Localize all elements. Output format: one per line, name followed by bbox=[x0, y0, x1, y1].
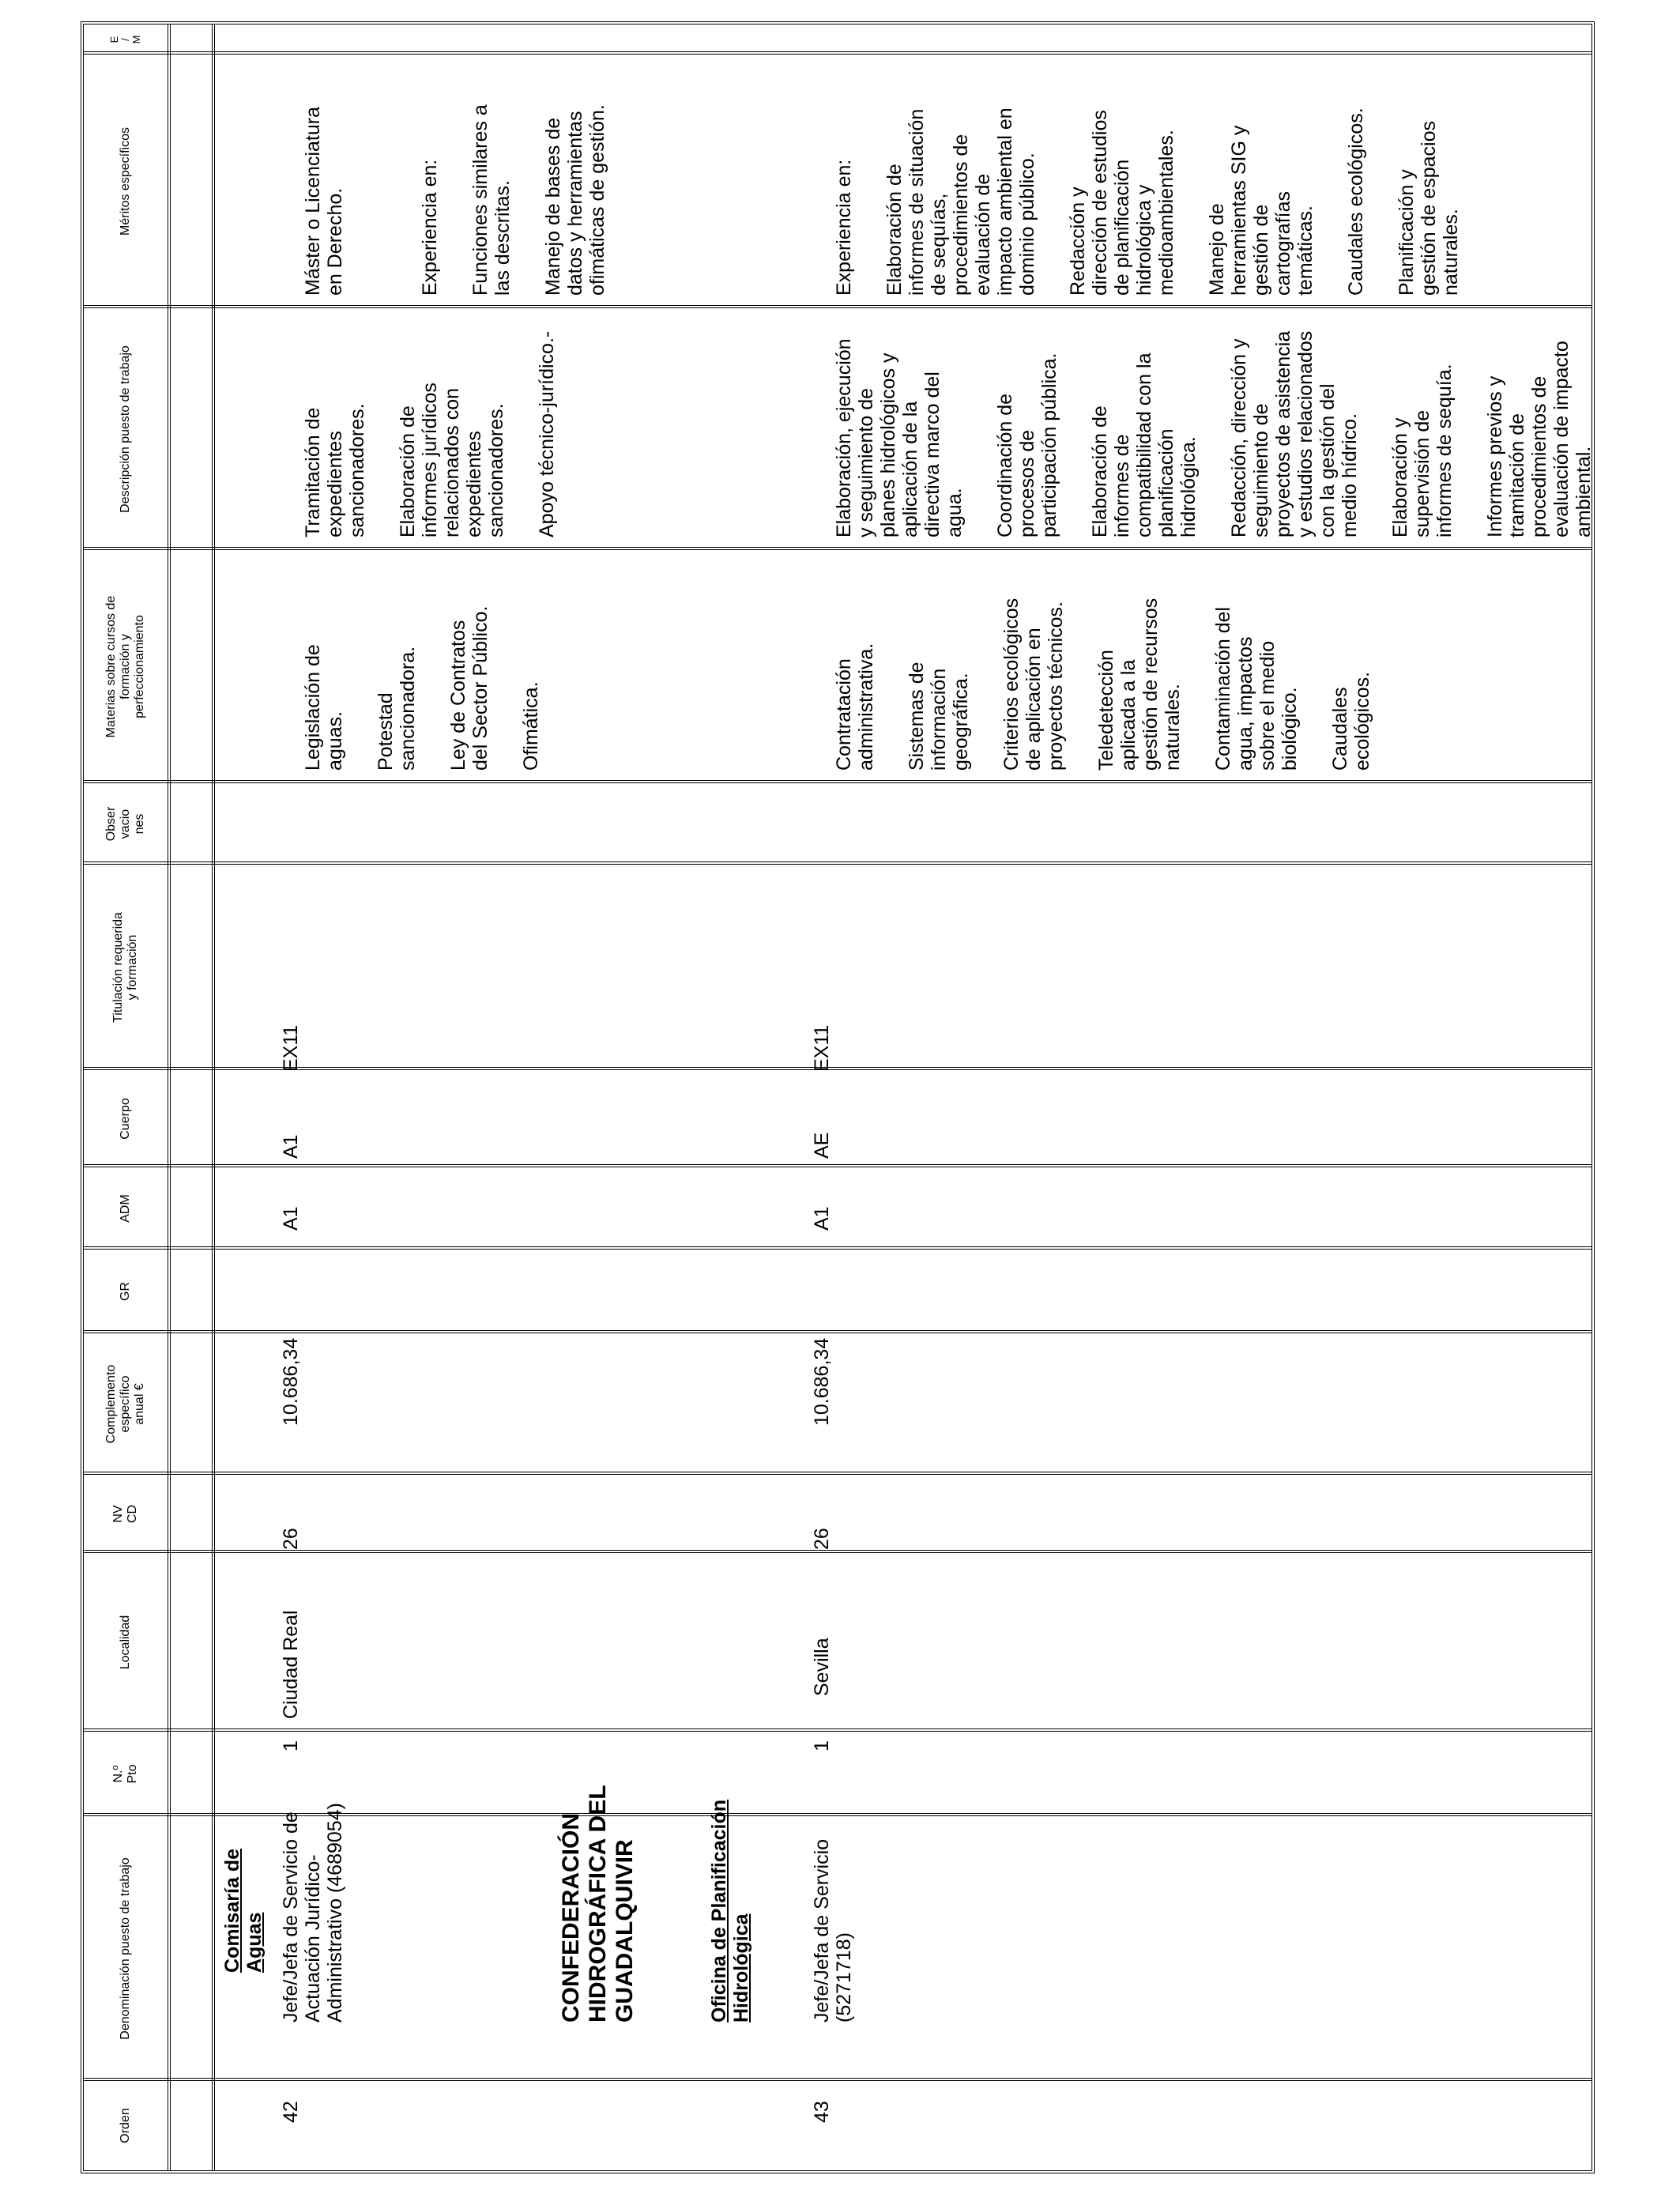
list-item: Potestad sancionadora. bbox=[375, 646, 419, 771]
row-43-complemento: 10.686,34 bbox=[811, 1337, 833, 1426]
header-n-pto: N.º Pto bbox=[111, 1764, 139, 1784]
col-sep bbox=[84, 1330, 1591, 1333]
row-42-descripcion bbox=[280, 300, 586, 537]
row-42-localidad: Ciudad Real bbox=[280, 1610, 302, 1719]
col-sep bbox=[84, 2078, 1591, 2081]
row-43-orden: 43 bbox=[811, 2101, 833, 2123]
list-item bbox=[375, 43, 390, 296]
list-item: Tramitación de expedientes sancionadores. bbox=[302, 403, 368, 537]
row-42-nv-cd: 26 bbox=[280, 1528, 302, 1550]
row-43-localidad: Sevilla bbox=[811, 1638, 833, 1696]
list-item: Informes previos y tramitación de procedimientos de evaluación de impacto ambiental. bbox=[1484, 341, 1595, 537]
col-sep bbox=[84, 861, 1591, 865]
list-item: Redacción y dirección de estudios de planificación hidrológica y medioambientales. bbox=[1067, 110, 1177, 296]
row-42-materias bbox=[280, 541, 571, 771]
header-gr: GR bbox=[119, 1282, 132, 1301]
row-43-gr: A1 bbox=[811, 1206, 833, 1231]
list-item: Coordinación de procesos de participación pública. bbox=[994, 352, 1060, 537]
list-item: Elaboración de informes de situación de sequías, procedimientos de evaluación de impacto ambiental en dominio público. bbox=[883, 107, 1038, 296]
col-sep bbox=[84, 1472, 1591, 1475]
list-item: Apoyo técnico-jurídico.- bbox=[536, 330, 558, 537]
row-42-orden: 42 bbox=[280, 2101, 302, 2123]
list-item: Teledetección aplicada a la gestión de recursos naturales. bbox=[1095, 598, 1184, 771]
header-observaciones: Obser vacio nes bbox=[104, 806, 146, 842]
table-frame bbox=[81, 21, 1595, 2173]
header-nv-cd: NV CD bbox=[111, 1504, 139, 1524]
row-42-meritos bbox=[280, 43, 637, 296]
col-sep bbox=[84, 1728, 1591, 1732]
row-43-cuerpo: EX11 bbox=[811, 1024, 833, 1072]
list-item: Redacción, dirección y seguimiento de proyectos de asistencia y estudios relacionados con la gestión del medio hídrico. bbox=[1228, 330, 1361, 537]
col-sep bbox=[84, 1164, 1591, 1167]
section-oficina: Oficina de Planificación Hidrológica bbox=[708, 1799, 752, 2022]
list-item: Caudales ecológicos. bbox=[1329, 671, 1373, 771]
col-sep bbox=[84, 1246, 1591, 1250]
list-item: Manejo de herramientas SIG y gestión de cartografías temáticas. bbox=[1206, 125, 1317, 296]
list-item: Máster o Licenciatura en Derecho. bbox=[302, 106, 346, 296]
row-43-adm: AE bbox=[811, 1132, 833, 1159]
header-complemento: Complemento específico anual € bbox=[104, 1364, 146, 1444]
row-43-n-pto: 1 bbox=[811, 1740, 833, 1751]
list-item: Contratación administrativa. bbox=[833, 643, 877, 771]
row-42-gr: A1 bbox=[280, 1206, 302, 1231]
row-43-nv-cd: 26 bbox=[811, 1528, 833, 1550]
col-sep bbox=[84, 1550, 1591, 1553]
row-42-complemento: 10.686,34 bbox=[280, 1337, 302, 1426]
row-42-adm: A1 bbox=[280, 1134, 302, 1159]
list-item: Elaboración de informes de compatibilidad con la planificación hidrológica. bbox=[1089, 352, 1200, 537]
row-43-denominacion: Jefe/Jefa de Servicio (5271718) bbox=[811, 1838, 855, 2022]
header-orden: Orden bbox=[119, 2108, 132, 2143]
col-sep bbox=[84, 780, 1591, 783]
list-item: Ofimática. bbox=[520, 681, 542, 771]
header-meritos: Méritos específicos bbox=[119, 127, 132, 236]
header-rule-secondary bbox=[212, 25, 215, 2170]
row-42-n-pto: 1 bbox=[280, 1740, 302, 1751]
list-item: Caudales ecológicos. bbox=[1345, 107, 1367, 296]
row-43-meritos bbox=[811, 43, 1490, 296]
section-comisaria: Comisaría de Aguas bbox=[221, 1848, 266, 1973]
header-denominacion: Denominación puesto de trabajo bbox=[119, 1857, 132, 2040]
list-item: Experiencia en: bbox=[419, 159, 441, 296]
header-descripcion: Descripción puesto de trabajo bbox=[119, 345, 132, 513]
list-item: Funciones similares a las descritas. bbox=[469, 104, 514, 296]
list-item: Ley de Contratos del Sector Público. bbox=[447, 605, 492, 771]
row-42-cuerpo: EX11 bbox=[280, 1024, 302, 1072]
header-rule bbox=[168, 25, 171, 2170]
list-item: Criterios ecológicos de aplicación en proyectos técnicos. bbox=[1000, 598, 1067, 771]
col-sep bbox=[84, 1067, 1591, 1070]
header-titulacion: Titulación requerida y formación bbox=[111, 912, 139, 1023]
header-localidad: Localidad bbox=[119, 1615, 132, 1670]
list-item: Elaboración y supervisión de informes de sequía. bbox=[1389, 364, 1456, 537]
header-em: E / M bbox=[108, 35, 142, 44]
row-43-descripcion bbox=[811, 300, 1623, 537]
row-43-materias bbox=[811, 541, 1402, 771]
list-item: Elaboración, ejecución y seguimiento de planes hidrológicos y aplicación de la directiva marco del agua. bbox=[833, 338, 966, 537]
list-item: Sistemas de información geográfica. bbox=[906, 662, 972, 771]
header-materias: Materias sobre cursos de formación y perfeccionamiento bbox=[104, 595, 146, 738]
section-confederacion: CONFEDERACIÓN HIDROGRÁFICA DEL GUADALQUIVIR bbox=[558, 1785, 638, 2022]
row-42-denominacion: Jefe/Jefa de Servicio de Actuación Jurídico- Administrativo (4689054) bbox=[280, 1803, 346, 2022]
list-item: Legislación de aguas. bbox=[302, 644, 346, 771]
header-adm: ADM bbox=[119, 1194, 132, 1223]
list-item: Planificación y gestión de espacios naturales. bbox=[1396, 121, 1462, 296]
header-cuerpo: Cuerpo bbox=[119, 1098, 132, 1140]
list-item: Elaboración de informes jurídicos relacionados con expedientes sancionadores. bbox=[397, 383, 507, 537]
list-item: Contaminación del agua, impactos sobre el medio biológico. bbox=[1212, 606, 1301, 771]
list-item: Manejo de bases de datos y herramientas ofimáticas de gestión. bbox=[542, 104, 608, 296]
list-item: Experiencia en: bbox=[833, 159, 855, 296]
